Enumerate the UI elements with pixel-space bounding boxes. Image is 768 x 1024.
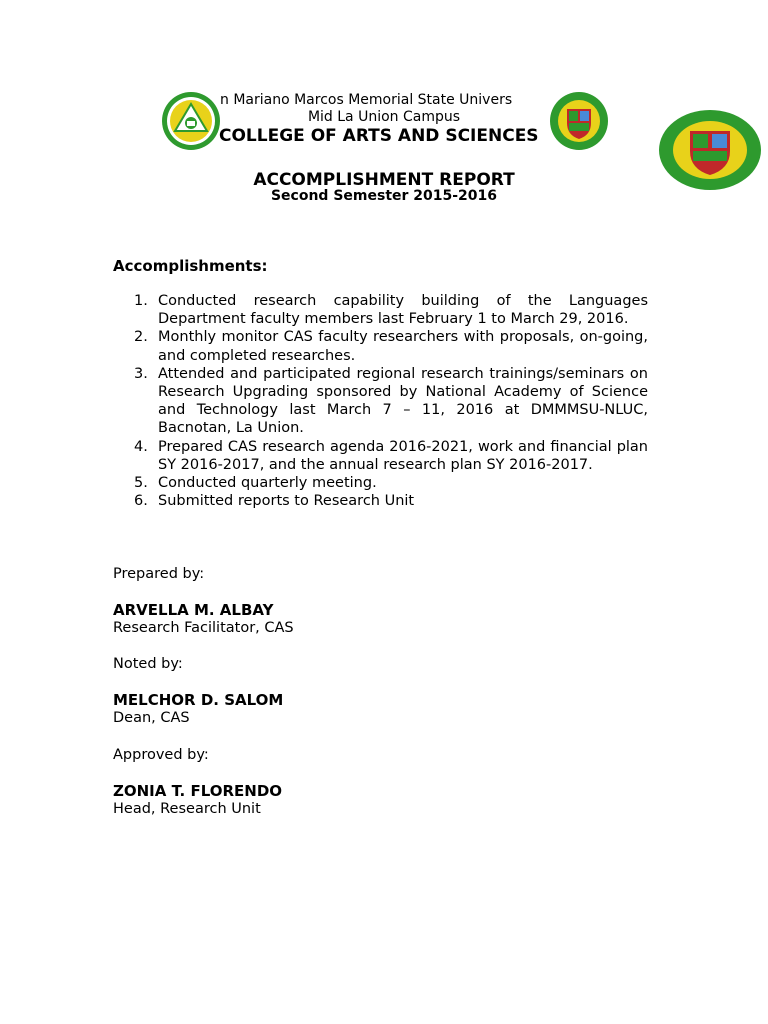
prepared-by-name: ARVELLA M. ALBAY	[113, 601, 274, 619]
list-item: 6. Submitted reports to Research Unit	[134, 493, 415, 510]
noted-by-title: Dean, CAS	[113, 710, 190, 726]
college-name: COLLEGE OF ARTS AND SCIENCES	[219, 126, 539, 146]
list-item: 5. Conducted quarterly meeting.	[134, 475, 377, 492]
accomplishments-heading: Accomplishments:	[113, 257, 268, 275]
report-title: ACCOMPLISHMENT REPORT	[253, 170, 515, 190]
list-item: 4. Prepared CAS research agenda 2016-2021, work and financial plan SY 2016-2017, and the annual research plan SY 2016-2017.	[134, 438, 648, 473]
prepared-by-label: Prepared by:	[113, 566, 205, 582]
noted-by-label: Noted by:	[113, 656, 183, 672]
list-item: 2. Monthly monitor CAS faculty researchers with proposals, on-going, and completed researches.	[134, 329, 648, 364]
report-semester: Second Semester 2015-2016	[270, 188, 498, 204]
list-item: 3. Attended and participated regional research trainings/seminars on Research Upgrading sponsored by National Academy of Science and Technology last March 7 – 11, 2016 at DMMMSU-NLUC, Bacnotan, La Union.	[134, 365, 648, 437]
approved-by-label: Approved by:	[113, 747, 209, 763]
approved-by-name: ZONIA T. FLORENDO	[113, 782, 283, 800]
accomplishments-list	[113, 292, 648, 510]
university-name: n Mariano Marcos Memorial State Univers	[220, 92, 513, 108]
noted-by-name: MELCHOR D. SALOM	[113, 691, 284, 709]
list-item: 1. Conducted research capability building of the Languages Department faculty members last February 1 to March 29, 2016.	[134, 293, 648, 328]
approved-by-title: Head, Research Unit	[113, 801, 261, 817]
campus-name: Mid La Union Campus	[307, 109, 461, 125]
prepared-by-title: Research Facilitator, CAS	[113, 620, 294, 636]
